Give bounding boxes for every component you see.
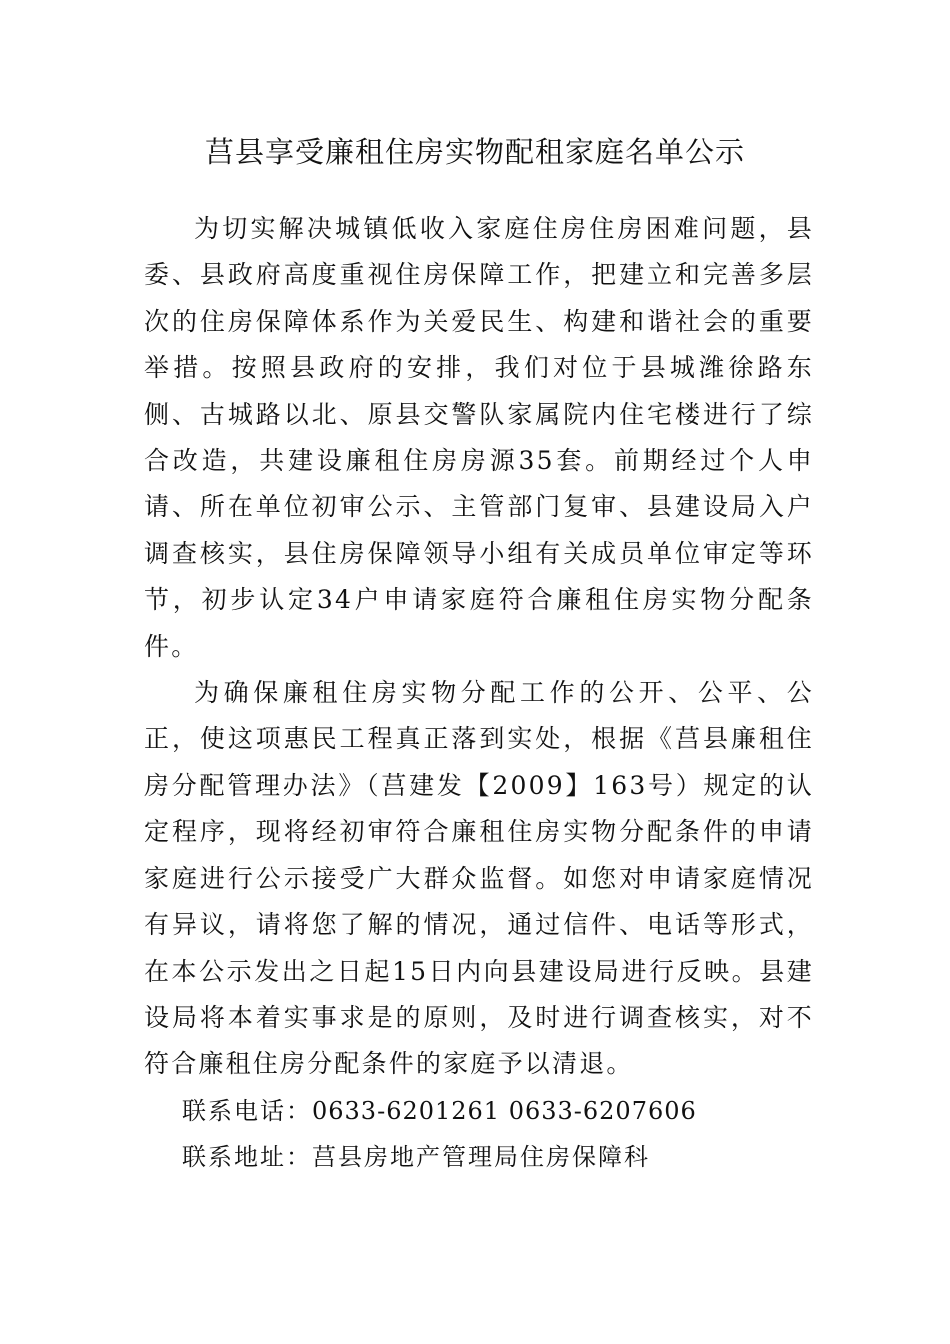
contact-address-line [144,1134,814,1180]
contact-address-value: 莒县房地产管理局住房保障科 [312,1143,650,1172]
contact-phone-value: 0633-6201261 0633-6207606 [312,1096,697,1125]
contact-phone-line [144,1088,814,1134]
contact-address-label: 联系地址： [182,1143,312,1172]
paragraph-background: 为切实解决城镇低收入家庭住房住房困难问题，县委、县政府高度重视住房保障工作，把建立和完善多层次的住房保障体系作为关爱民生、构建和谐社会的重要举措。按照县政府的安排，我们对位于县城潍徐路东侧、古城路以北、原县交警队家属院内住宅楼进行了综合改造，共建设廉租住房房源35套。前期经过个人申请、所在单位初审公示、主管部门复审、县建设局入户调查核实，县住房保障领导小组有关成员单位审定等环节，初步认定34户申请家庭符合廉租住房实物分配条件。 [144,214,814,661]
document-body [144,206,814,1181]
paragraph-publicity: 为确保廉租住房实物分配工作的公开、公平、公正，使这项惠民工程真正落到实处，根据《莒县廉租住房分配管理办法》（莒建发【2009】163号）规定的认定程序，现将经初审符合廉租住房实物分配条件的申请家庭进行公示接受广大群众监督。如您对申请家庭情况有异议，请将您了解的情况，通过信件、电话等形式，在本公示发出之日起15日内向县建设局进行反映。县建设局将本着实事求是的原则，及时进行调查核实，对不符合廉租住房分配条件的家庭予以清退。 [144,678,814,1079]
contact-phone-label: 联系电话： [182,1096,312,1125]
document-title: 莒县享受廉租住房实物配租家庭名单公示 [204,135,745,169]
